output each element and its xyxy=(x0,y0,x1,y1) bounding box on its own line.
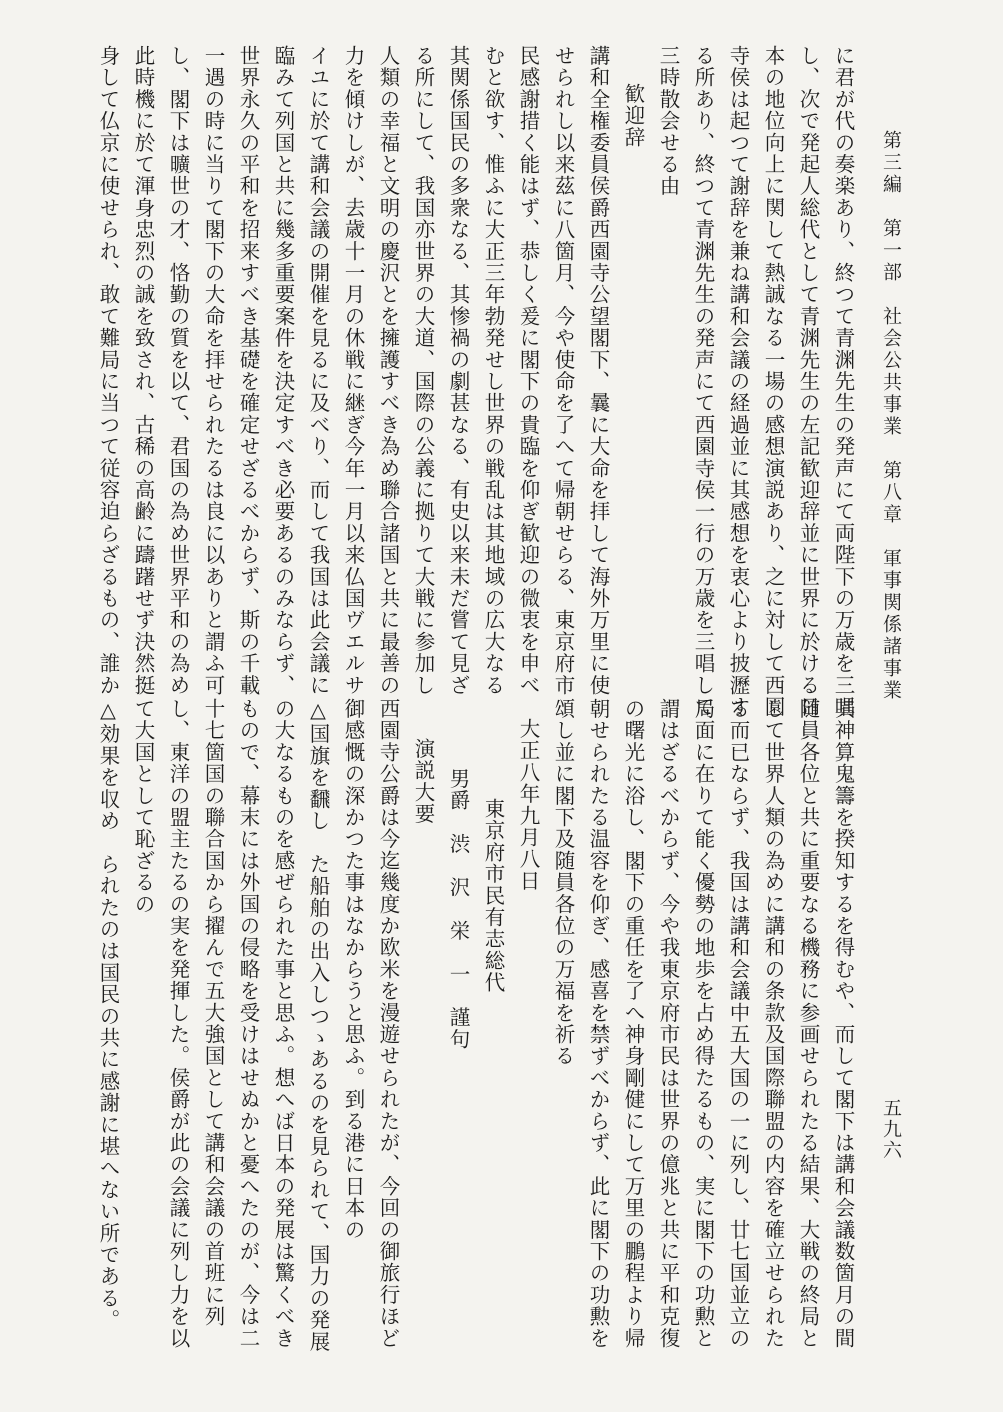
text-line: 其神算鬼籌を揆知するを得むや、而して閣下は講和会議数箇月の間 xyxy=(831,698,855,1349)
text-line: 身して仏京に使せられ、敢て難局に当つて従容迫らざるもの、誰か xyxy=(96,45,120,696)
text-line: 一遇の時に当りて閣下の大命を拝せられたるは良に以ありと謂ふ可 xyxy=(201,45,225,696)
text-line: 講和全権委員侯爵西園寺公望閣下、曩に大命を拝して海外万里に使 xyxy=(586,45,610,696)
text-line: むと欲す、惟ふに大正三年勃発せし世界の戦乱は其地域の広大なる xyxy=(481,45,505,696)
text-line: の曙光に浴し、閣下の重任を了へ神身剛健にして万里の鵬程より帰 xyxy=(621,698,645,1349)
text-line: し、次で発起人総代として青渊先生の左記歓迎辞並に世界に於ける日 xyxy=(796,45,820,718)
text-line: △効果を収め られたのは国民の共に感謝に堪へない所である。 xyxy=(96,698,120,1331)
text-line: 西園寺公爵は今迄幾度か欧米を漫遊せられたが、今回の御旅行ほど xyxy=(376,698,400,1349)
text-line: もので、幕末には外国の侵略を受けはせぬかと憂へたのが、今は二 xyxy=(236,698,260,1349)
text-line: 本の地位向上に関して熱誠なる一場の感想演説あり、之に対して西園 xyxy=(761,45,785,718)
top-text-block xyxy=(90,45,860,718)
text-line: 民感謝措く能はず、恭しく爰に閣下の貴臨を仰ぎ歓迎の微衷を申べ xyxy=(516,45,540,696)
signature-organization: 東京府市民有志総代 xyxy=(481,798,505,994)
text-line: して世界人類の為めに講和の条款及国際聯盟の内容を確立せられた xyxy=(761,698,785,1349)
date-line: 大正八年九月八日 xyxy=(516,718,540,892)
running-header: 第三編 第一部 社会公共事業 第八章 軍事関係諸事業 xyxy=(880,130,902,702)
text-line: 局面に在りて能く優勢の地歩を占め得たるもの、実に閣下の功勲と xyxy=(691,698,715,1350)
text-line: て大国として恥ざるの xyxy=(131,698,155,915)
text-line: イユに於て講和会議の開催を見るに及べり、而して我国は此会議に xyxy=(306,45,330,696)
text-line: る所にして、我国亦世界の大道、国際の公義に拠りて大戦に参加し xyxy=(411,45,435,696)
text-line: せられし以来茲に八箇月、今や使命を了へて帰朝せらる、東京府市 xyxy=(551,45,575,696)
section-heading-welcome-address: 歓迎辞 xyxy=(621,83,645,149)
text-line: 世界永久の平和を招来すべき基礎を確定せざるべからず、斯の千載 xyxy=(236,45,260,696)
text-line: 三時散会せる由 xyxy=(656,45,680,197)
text-line: 随員各位と共に重要なる機務に参画せられたる結果、大戦の終局と xyxy=(796,698,820,1349)
text-line: 此時機に於て渾身忠烈の誠を致され、古稀の高齢に躊躇せず決然挺 xyxy=(131,45,155,696)
text-line: る所あり、終つて青渊先生の発声にて西園寺侯一行の万歳を三唱して xyxy=(691,45,715,718)
bottom-text-block xyxy=(90,698,860,1388)
text-line: る而已ならず、我国は講和会議中五大国の一に列し、廿七国並立の xyxy=(726,698,750,1349)
text-line: 頌し並に閣下及随員各位の万福を祈る xyxy=(551,698,575,1067)
text-line: 御感慨の深かつた事はなからうと思ふ。到る港に日本の xyxy=(341,698,365,1241)
text-line: 謂はざるべからず、今や我東京府市民は世界の億兆と共に平和克復 xyxy=(656,698,680,1349)
text-line: 朝せられたる温容を仰ぎ、感喜を禁ずべからず、此に閣下の功勲を xyxy=(586,698,610,1349)
text-line: 力を傾けしが、去歳十一月の休戦に継ぎ今年一月以来仏国ヴエルサ xyxy=(341,45,365,696)
text-line: 其関係国民の多衆なる、其惨禍の劇甚なる、有史以来未だ嘗て見ざ xyxy=(446,45,470,696)
text-line: 十七箇国の聯合国から擢んで五大強国として講和会議の首班に列 xyxy=(201,698,225,1328)
text-line: し、東洋の盟主たるの実を発揮した。侯爵が此の会議に列し力を以 xyxy=(166,698,190,1349)
text-line: し、閣下は曠世の才、恪勤の質を以て、君国の為め世界平和の為め xyxy=(166,45,190,697)
text-line: 人類の幸福と文明の慶沢とを擁護すべき為め聯合諸国と共に最善の xyxy=(376,45,400,697)
text-line: △国旗を飜し た船舶の出入しつゝあるのを見られて、国力の発展 xyxy=(306,698,330,1353)
page-number: 五九六 xyxy=(880,1098,902,1161)
text-line: 臨みて列国と共に幾多重要案件を決定すべき必要あるのみならず、 xyxy=(271,45,295,696)
text-line: に君が代の奏楽あり、終つて青渊先生の発声にて両陛下の万歳を三唱 xyxy=(831,45,855,718)
text-line: の大なるものを感ぜられた事と思ふ。想へば日本の発展は驚くべき xyxy=(271,698,295,1349)
signature-name: 男爵 渋 沢 栄 一 謹句 xyxy=(446,768,470,1051)
section-heading-speech-summary: 演説大要 xyxy=(411,738,435,825)
text-line: 寺侯は起つて謝辞を兼ね講和会議の経過並に其感想を衷心より披瀝す xyxy=(726,45,750,718)
